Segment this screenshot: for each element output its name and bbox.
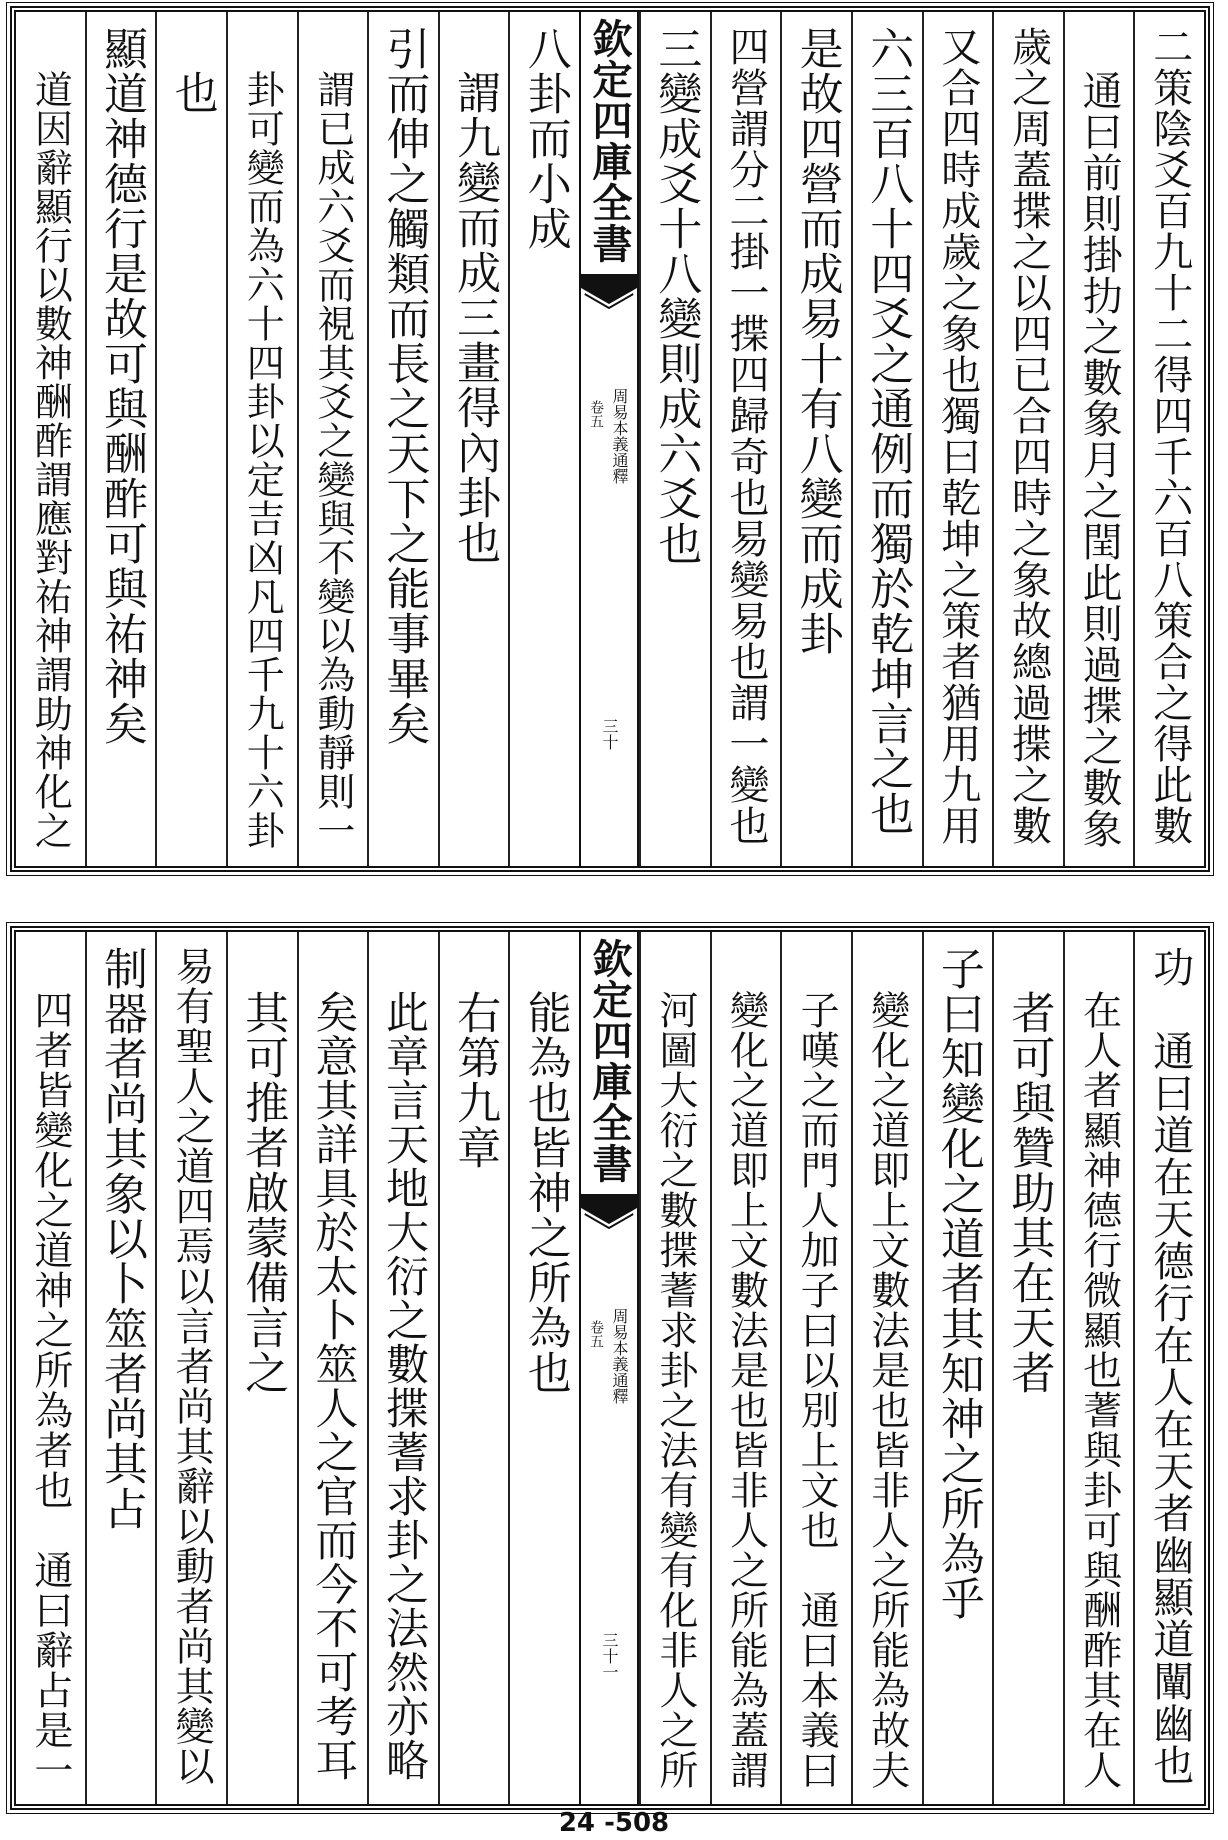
text-column [1133, 932, 1204, 1804]
column-text: 功 通曰道在天德行在人在天者幽顯道闡幽也 [1146, 946, 1195, 1786]
column-text: 六三百八十四爻之通例而獨於乾坤言之也 [862, 26, 914, 836]
column-text: 四營謂分二掛一揲四歸奇也易變易也謂一變也 [722, 26, 769, 846]
folio-number: 三十 [600, 718, 619, 750]
text-column [780, 932, 851, 1804]
text-column [992, 12, 1063, 866]
text-column [1133, 12, 1204, 866]
text-column [508, 932, 579, 1804]
column-text: 歲之周蓋揲之以四已合四時之象故總過揲之數 [1005, 26, 1052, 846]
text-column [1063, 932, 1134, 1804]
text-column [85, 932, 156, 1804]
text-column [922, 932, 993, 1804]
text-column [508, 12, 579, 866]
center-binding-column [579, 932, 639, 1804]
center-binding-column [579, 12, 639, 866]
text-column [226, 932, 297, 1804]
book-title: 周易本義通釋 [610, 1308, 629, 1404]
fish-tail-ornament [581, 274, 637, 314]
column-text: 引而伸之觸類而長之天下之能事畢矣 [378, 26, 430, 746]
column-text: 者可與贊助其在天者 [1003, 990, 1055, 1395]
column-text: 子曰知變化之道者其知神之所為乎 [932, 946, 984, 1621]
text-column [297, 932, 368, 1804]
text-column [226, 12, 297, 866]
text-column [297, 12, 368, 866]
text-column [992, 932, 1063, 1804]
text-column [16, 932, 85, 1804]
column-text: 道因辭顯行以數神酬酢謂應對祐神謂助神化之 [28, 70, 73, 850]
column-text: 在人者顯神德行微顯也蓍與卦可與酬酢其在人 [1076, 990, 1122, 1790]
column-text: 變化之道即上文數法是也皆非人之所能為故夫 [864, 990, 910, 1790]
text-column [85, 12, 156, 866]
text-column [639, 932, 710, 1804]
column-text: 制器者尚其象以卜筮者尚其占 [95, 946, 147, 1531]
column-text: 通曰前則掛扐之數象月之閏此則過揲之數象 [1076, 70, 1123, 849]
volume-label: 卷五 [588, 400, 604, 428]
column-text: 子嘆之而門人加子曰以別上文也 通曰本義曰 [794, 990, 840, 1790]
column-text: 是故四營而成易十有八變而成卦 [791, 26, 843, 656]
text-column [710, 12, 781, 866]
column-text: 二策陰爻百九十二得四千六百八策合之得此數 [1146, 26, 1193, 846]
column-text: 顯道神德行是故可與酬酢可與祐神矣 [95, 26, 147, 746]
folio-number: 三十一 [600, 1632, 619, 1680]
column-text: 八卦而小成 [519, 26, 571, 251]
column-text: 又合四時成歲之象也獨曰乾坤之策者猶用九用 [934, 26, 981, 846]
column-text: 矣意其詳具於太卜筮人之官而今不可考耳 [308, 990, 359, 1782]
text-column [851, 12, 922, 866]
text-column [438, 932, 509, 1804]
page-number-footer: 24 -508 [558, 1808, 670, 1838]
column-text: 易有聖人之道四焉以言者尚其辭以動者尚其變以 [169, 946, 215, 1786]
text-column [438, 12, 509, 866]
collection-title: 欽定四庫全書 [586, 18, 633, 264]
text-column [922, 12, 993, 866]
text-column [367, 932, 438, 1804]
column-text: 卦可變而為六十四卦以定吉凶凡四千九十六卦 [240, 70, 285, 850]
text-column [16, 12, 85, 866]
column-text: 變化之道即上文數法是也皆非人之所能為蓋謂 [723, 990, 769, 1790]
text-column [1063, 12, 1134, 866]
fish-tail-ornament [581, 1194, 637, 1234]
book-title: 周易本義通釋 [610, 388, 629, 484]
text-column [367, 12, 438, 866]
column-text: 其可推者啟蒙備言之 [237, 990, 289, 1395]
lower-page [10, 926, 1210, 1810]
column-text: 河圖大衍之數揲蓍求卦之法有變有化非人之所 [652, 990, 698, 1790]
upper-page [10, 6, 1210, 872]
column-text: 謂已成六爻而視其爻之變與不變以為動靜則一 [310, 70, 355, 850]
text-column [780, 12, 851, 866]
text-column [710, 932, 781, 1804]
column-text: 四者皆變化之道神之所為者也 通曰辭占是一 [27, 990, 73, 1790]
column-text: 此章言天地大衍之數揲蓍求卦之法然亦略 [378, 990, 429, 1782]
column-text: 也 [166, 70, 218, 115]
column-text: 謂九變而成三畫得內卦也 [449, 70, 501, 565]
column-text: 右第九章 [449, 990, 501, 1170]
column-text: 三變成爻十八變則成六爻也 [650, 26, 702, 566]
text-column [639, 12, 710, 866]
volume-label: 卷五 [588, 1320, 604, 1348]
collection-title: 欽定四庫全書 [586, 938, 633, 1184]
text-column [155, 12, 226, 866]
column-text: 能為也皆神之所為也 [519, 990, 571, 1395]
text-column [155, 932, 226, 1804]
text-column [851, 932, 922, 1804]
